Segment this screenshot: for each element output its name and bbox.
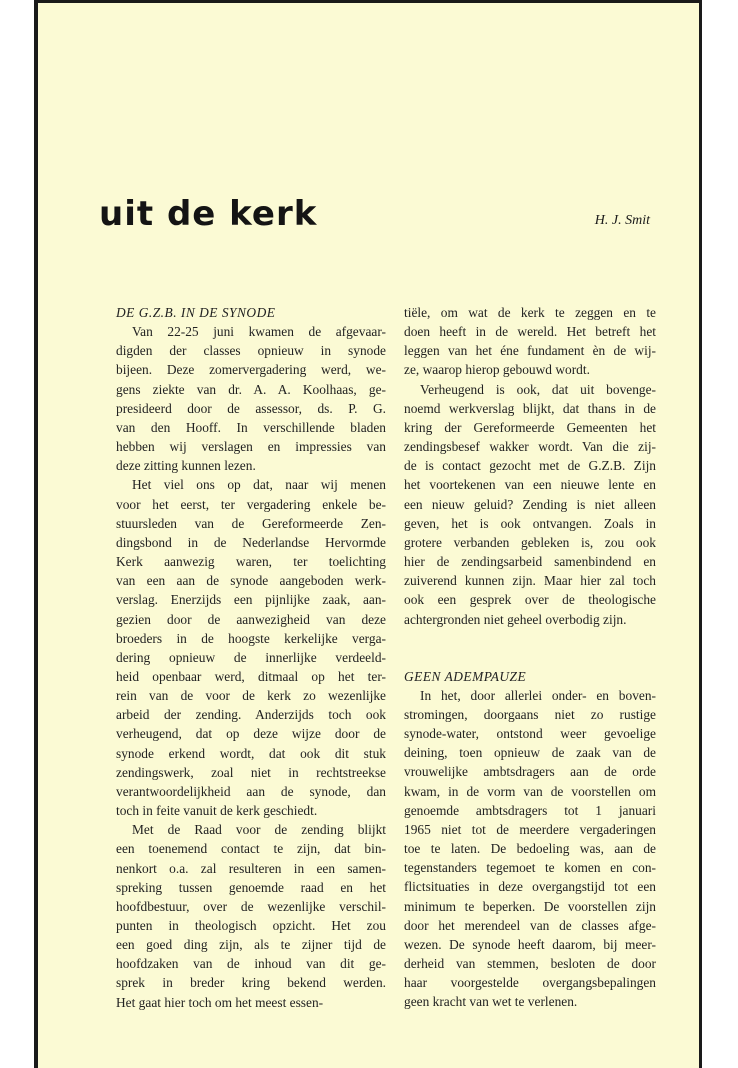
- text-line: een goed ding zijn, als te zijner tijd de: [116, 937, 386, 953]
- text-line: noemd werkverslag blijkt, dat thans in de: [404, 400, 656, 416]
- author-name: H. J. Smit: [594, 213, 650, 228]
- text-line: heid openbaar werd, ditmaal op het ter-: [116, 668, 386, 684]
- text-line: het voortekenen van een nieuwe lente en: [404, 477, 656, 493]
- text-line: zendingswerk, zoal niet in rechtstreekse: [116, 764, 386, 780]
- column-title: uit de kerk: [99, 194, 318, 234]
- text-line: Kerk aanwezig waren, ter toelichting: [116, 554, 386, 570]
- page-right-border: [699, 0, 702, 1068]
- text-line: derheid van stemmen, besloten de door: [404, 956, 656, 971]
- text-line: deining, toen opnieuw de zaak van de: [404, 745, 656, 761]
- text-line: ook een gesprek over de theologische: [404, 592, 656, 608]
- text-line: een toenemend contact te zijn, dat bin-: [116, 841, 386, 857]
- text-line: broeders in de hoogste kerkelijke verga-: [116, 630, 386, 646]
- text-line: door het merendeel van de classes afge-: [404, 917, 656, 933]
- text-line: vrouwelijke ambtsdragers aan de orde: [404, 764, 656, 780]
- text-line: kring der Gereformeerde Gemeenten het: [404, 419, 656, 435]
- text-line: rein van de voor de kerk zo wezenlijke: [116, 688, 386, 704]
- text-line: Met de Raad voor de zending blijkt: [132, 822, 386, 838]
- section-spacer: [404, 629, 656, 667]
- text-line: wezen. De synode heeft daarom, bij meer-: [404, 936, 656, 952]
- text-line: punten in theologisch opzicht. Het zou: [116, 918, 386, 933]
- text-line: sprek in breder kring bekend werden.: [116, 975, 386, 991]
- text-line: hebben wij verslagen en impressies van: [116, 439, 386, 455]
- text-line: leggen van het éne fundament èn de wij-: [404, 343, 656, 359]
- text-line: hoofdbestuur, over de wezenlijke verschil-: [116, 898, 386, 914]
- text-line: haar voorgestelde overgangsbepalingen: [404, 975, 656, 991]
- text-line: geen kracht van wet te verlenen.: [404, 994, 578, 1010]
- text-line: een nieuw geluid? Zending is niet alleen: [404, 496, 656, 512]
- text-line: In het, door allerlei onder- en boven-: [420, 687, 656, 703]
- text-line: zendingsbesef wakker wordt. Van die zij-: [404, 439, 656, 455]
- text-line: arbeid der zending. Anderzijds toch ook: [116, 707, 386, 723]
- right-column-continuation: [404, 303, 656, 380]
- text-line: geven, het is ook ontvangen. Zoals in: [404, 515, 656, 531]
- text-line: hoofdzaken van de inhoud van dit ge-: [116, 956, 386, 972]
- section-heading-adempauze: GEEN ADEMPAUZE: [404, 668, 527, 684]
- section-heading-gzb: DE G.Z.B. IN DE SYNODE: [116, 305, 276, 320]
- text-line: Het viel ons op dat, naar wij menen: [132, 477, 386, 493]
- text-line: grotere verbanden gebleken is, zou ook: [404, 534, 656, 550]
- text-line: toe te laten. De bedoeling was, aan de: [404, 841, 656, 857]
- text-line: stromingen, doorgaans niet zo rustige: [404, 706, 656, 722]
- text-line: hier de zendingsarbeid samenbindend en: [404, 554, 656, 570]
- text-line: de is contact gezocht met de G.Z.B. Zijn: [404, 458, 656, 474]
- text-line: synode erkend wordt, dat ook dit stuk: [116, 745, 386, 761]
- text-line: verantwoordelijkheid aan de synode, dan: [116, 783, 386, 799]
- text-line: zuiverend kunnen zijn. Maar hier zal toch: [404, 573, 656, 589]
- text-line: voor het eerst, ter vergadering enkele be-: [116, 496, 386, 512]
- text-line: genoemde ambtsdragers tot 1 januari: [404, 802, 656, 818]
- text-line: minimum te beperken. De voorstellen zijn: [404, 898, 656, 914]
- right-column-paragraph: [404, 380, 656, 629]
- text-line: gens ziekte van dr. A. A. Koolhaas, ge-: [116, 381, 386, 397]
- text-line: van den Hooff. In verschillende bladen: [116, 419, 386, 435]
- text-line: 1965 niet tot de meerdere vergaderingen: [404, 821, 656, 837]
- left-column: [116, 303, 386, 1012]
- text-line: gezien door de aanwezigheid van deze: [116, 611, 386, 627]
- text-line: synode-water, ontstond weer gevoelige: [404, 726, 656, 742]
- text-line: nenkort o.a. zal resulteren in een samen-: [116, 860, 386, 876]
- text-line: Het gaat hier toch om het meest essen-: [116, 994, 324, 1010]
- left-column-body: [116, 322, 386, 1012]
- right-column-paragraph-adempauze: [404, 686, 656, 1012]
- text-line: achtergronden niet geheel overbodig zijn.: [404, 611, 627, 627]
- text-line: kwam, in de vorm van de voorstellen om: [404, 783, 656, 799]
- text-line: verheugend, dat op deze wijze door de: [116, 726, 386, 742]
- text-line: ze, waarop hierop gebouwd wordt.: [404, 362, 590, 378]
- text-line: presideerd door de assessor, ds. P. G.: [116, 400, 386, 416]
- text-line: Van 22-25 juni kwamen de afgevaar-: [132, 324, 386, 340]
- text-line: tegenstanders tegemoet te komen en con-: [404, 860, 656, 876]
- text-line: stuursleden van de Gereformeerde Zen-: [116, 515, 386, 531]
- text-line: van een aan de synode aangeboden werk-: [116, 573, 386, 589]
- text-line: doen heeft in de wereld. Het betreft het: [404, 324, 656, 340]
- text-line: toch in feite vanuit de kerk geschiedt.: [116, 803, 318, 819]
- right-column: [404, 303, 656, 1011]
- text-line: tiële, om wat de kerk te zeggen en te: [404, 305, 656, 320]
- text-line: deze zitting kunnen lezen.: [116, 458, 256, 474]
- text-line: verslag. Enerzijds een pijnlijke zaak, aan-: [116, 592, 386, 608]
- text-line: Verheugend is ook, dat uit bovenge-: [420, 381, 656, 397]
- text-line: flictsituaties in deze overgangstijd tot een: [404, 879, 656, 895]
- text-line: bijeen. Deze zomervergadering werd, we-: [116, 362, 386, 378]
- text-line: dingsbond in de Nederlandse Hervormde: [116, 534, 386, 550]
- text-line: dering opnieuw de innerlijke verdeeld-: [116, 649, 386, 665]
- text-line: digden der classes opnieuw in synode: [116, 343, 386, 359]
- text-line: spreking tussen genoemde raad en het: [116, 879, 386, 895]
